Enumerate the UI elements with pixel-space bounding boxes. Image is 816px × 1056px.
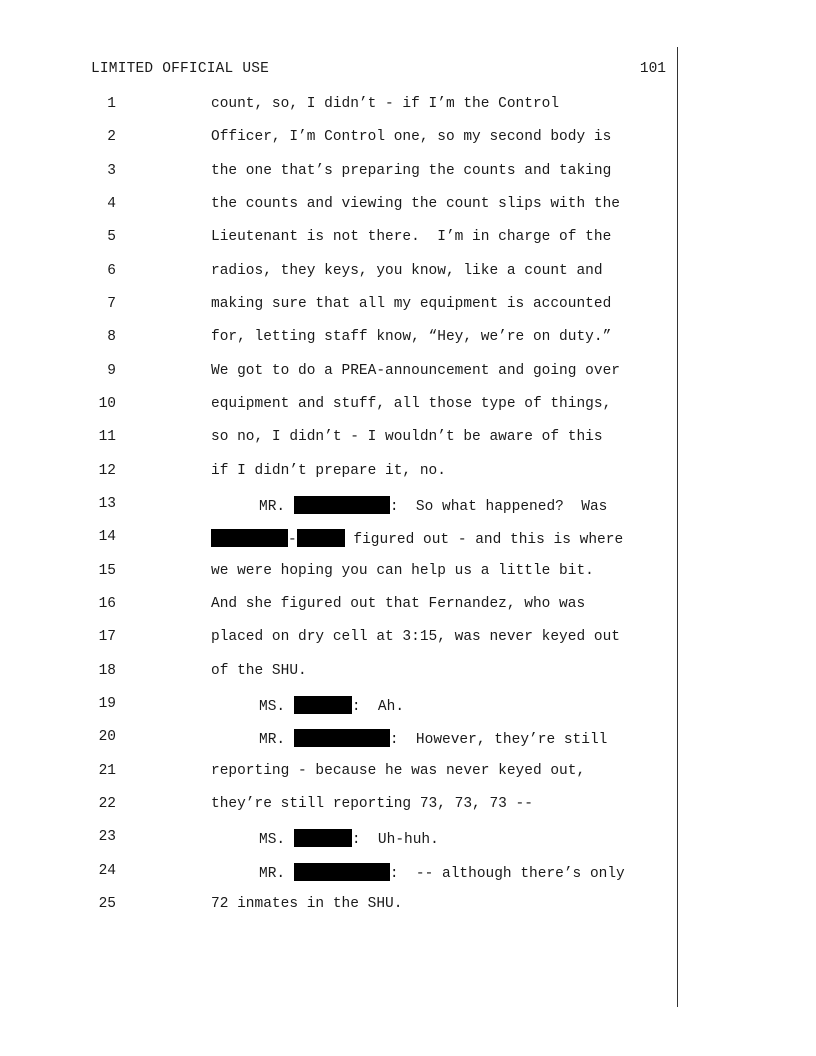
speaker-line xyxy=(259,729,607,748)
transcript-line xyxy=(0,629,677,653)
line-number: 21 xyxy=(98,763,116,779)
transcript-line xyxy=(0,363,677,387)
transcript-line xyxy=(0,396,677,420)
line-text: we were hoping you can help us a little bit. xyxy=(211,563,594,579)
transcript-line xyxy=(0,796,677,820)
line-number: 17 xyxy=(98,629,116,645)
line-number: 5 xyxy=(107,229,116,245)
line-text: radios, they keys, you know, like a count and xyxy=(211,263,603,279)
line-text-rest: figured out - and this is where xyxy=(344,532,624,548)
redaction-block xyxy=(297,529,345,547)
transcript-line xyxy=(0,829,677,853)
line-number: 4 xyxy=(107,196,116,212)
line-text: for, letting staff know, “Hey, we’re on duty.” xyxy=(211,329,612,345)
line-text xyxy=(211,529,623,548)
transcript-line xyxy=(0,96,677,120)
line-number: 13 xyxy=(98,496,116,512)
speaker-line xyxy=(259,863,625,882)
line-number: 9 xyxy=(107,363,116,379)
line-text: if I didn’t prepare it, no. xyxy=(211,463,446,479)
line-number: 25 xyxy=(98,896,116,912)
line-text: Officer, I’m Control one, so my second body is xyxy=(211,129,612,145)
transcript-line xyxy=(0,729,677,753)
speaker-text: : Ah. xyxy=(351,699,405,715)
speaker-line xyxy=(259,696,404,715)
line-text: the one that’s preparing the counts and taking xyxy=(211,163,612,179)
line-text: so no, I didn’t - I wouldn’t be aware of this xyxy=(211,429,603,445)
line-text: Lieutenant is not there. I’m in charge of the xyxy=(211,229,612,245)
classification-header: LIMITED OFFICIAL USE xyxy=(91,61,270,77)
line-text: 72 inmates in the SHU. xyxy=(211,896,403,912)
line-text: And she figured out that Fernandez, who was xyxy=(211,596,586,612)
redaction-block xyxy=(294,696,352,714)
speaker-text: : Uh-huh. xyxy=(351,832,439,848)
line-number: 22 xyxy=(98,796,116,812)
redaction-block xyxy=(294,729,390,747)
transcript-line xyxy=(0,529,677,553)
line-number: 11 xyxy=(98,429,116,445)
page-number: 101 xyxy=(639,61,666,77)
speaker-title: MR. xyxy=(259,732,294,748)
redaction-block xyxy=(211,529,288,547)
line-number: 12 xyxy=(98,463,116,479)
transcript-line xyxy=(0,863,677,887)
line-number: 2 xyxy=(107,129,116,145)
redaction-block xyxy=(294,863,390,881)
transcript-line xyxy=(0,329,677,353)
speaker-title: MS. xyxy=(259,832,294,848)
line-text: the counts and viewing the count slips with the xyxy=(211,196,620,212)
line-number: 15 xyxy=(98,563,116,579)
line-number: 18 xyxy=(98,663,116,679)
line-number: 24 xyxy=(98,863,116,879)
speaker-title: MR. xyxy=(259,499,294,515)
line-number: 20 xyxy=(98,729,116,745)
transcript-line xyxy=(0,663,677,687)
transcript-line xyxy=(0,896,677,920)
line-text: making sure that all my equipment is accounted xyxy=(211,296,612,312)
transcript-line xyxy=(0,463,677,487)
speaker-text: : However, they’re still xyxy=(389,732,608,748)
transcript-line xyxy=(0,763,677,787)
speaker-title: MS. xyxy=(259,699,294,715)
line-number: 6 xyxy=(107,263,116,279)
line-text: count, so, I didn’t - if I’m the Control xyxy=(211,96,560,112)
line-text: equipment and stuff, all those type of things, xyxy=(211,396,612,412)
transcript-line xyxy=(0,429,677,453)
transcript-line xyxy=(0,596,677,620)
line-number: 19 xyxy=(98,696,116,712)
transcript-line xyxy=(0,263,677,287)
line-number: 16 xyxy=(98,596,116,612)
transcript-line xyxy=(0,129,677,153)
transcript-line xyxy=(0,229,677,253)
redaction-block xyxy=(294,496,390,514)
hyphen: - xyxy=(288,532,297,548)
transcript-line xyxy=(0,296,677,320)
right-margin-rule xyxy=(677,47,678,1007)
redaction-block xyxy=(294,829,352,847)
line-number: 7 xyxy=(107,296,116,312)
transcript-line xyxy=(0,496,677,520)
line-text: reporting - because he was never keyed out, xyxy=(211,763,586,779)
line-number: 3 xyxy=(107,163,116,179)
line-number: 8 xyxy=(107,329,116,345)
speaker-line xyxy=(259,829,439,848)
line-text: they’re still reporting 73, 73, 73 -- xyxy=(211,796,533,812)
line-text: of the SHU. xyxy=(211,663,307,679)
transcript-line xyxy=(0,196,677,220)
line-number: 1 xyxy=(107,96,116,112)
transcript-line xyxy=(0,696,677,720)
speaker-text: : -- although there’s only xyxy=(389,866,625,882)
transcript-line xyxy=(0,563,677,587)
speaker-title: MR. xyxy=(259,866,294,882)
line-number: 14 xyxy=(98,529,116,545)
line-text: We got to do a PREA-announcement and going over xyxy=(211,363,620,379)
speaker-text: : So what happened? Was xyxy=(389,499,608,515)
line-text: placed on dry cell at 3:15, was never keyed out xyxy=(211,629,620,645)
speaker-line xyxy=(259,496,607,515)
transcript-line xyxy=(0,163,677,187)
line-number: 10 xyxy=(98,396,116,412)
line-number: 23 xyxy=(98,829,116,845)
